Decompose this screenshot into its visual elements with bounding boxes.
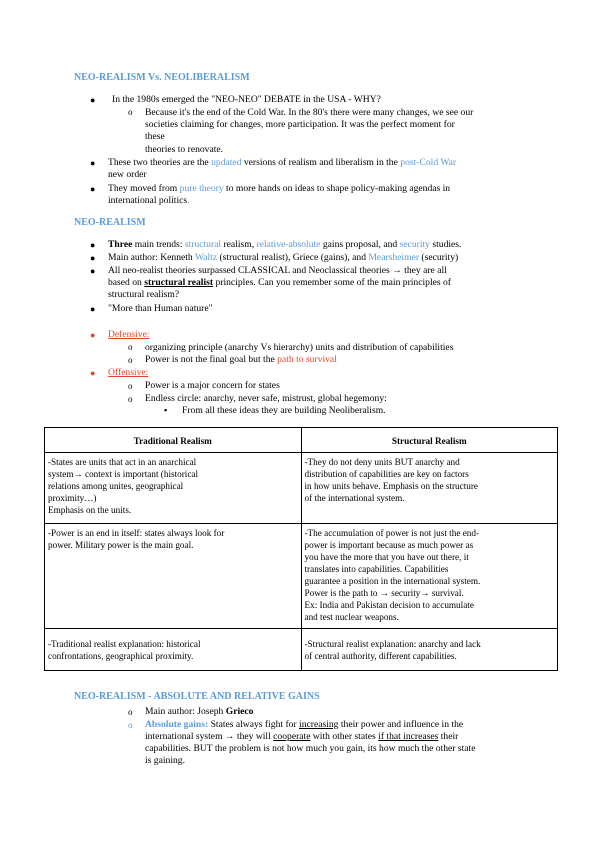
neo-all-3: structural realism?: [108, 289, 180, 300]
absolute-gains-3: capabilities. BUT the problem is not how much you gain, its how much the other state: [145, 743, 476, 754]
absolute-gains-1: Absolute gains: States always fight for increasing their power and influence in the: [145, 719, 464, 730]
bullet-icon: ●: [90, 95, 96, 105]
intro-sub-line-1: Because it's the end of the Cold War. In the 80's there were many changes, we see our: [145, 107, 474, 118]
neo-all-1: All neo-realist theories surpassed CLASSICAL and Neoclassical theories → they are all: [108, 265, 447, 276]
intro-bullet-2: These two theories are the updated versions of realism and liberalism in the post-Cold War: [108, 157, 457, 168]
bullet-icon: ●: [90, 304, 96, 314]
table-row: [45, 629, 558, 671]
table-cell: -The accumulation of power is not just the end- power is important because as much power as you have the more that you have out there, it translates into capabilities. Capabilities guarantee a position in the international system. Power is the path to → security→ survival. Ex: India and Pakistan decision to accumulate and test nuclear weapons.: [301, 524, 558, 629]
bullet-icon: ●: [90, 184, 96, 194]
table-header-row: [45, 428, 558, 453]
offensive-label: Offensive:: [108, 367, 149, 378]
neo-more: "More than Human nature": [108, 303, 213, 314]
intro-sub-line-3: these: [145, 131, 165, 142]
bullet-icon: ●: [90, 266, 96, 276]
circle-bullet-icon: o: [128, 107, 133, 117]
gains-author: Main author: Joseph Grieco: [145, 706, 254, 717]
neo-authors: Main author: Kenneth Waltz (structural realist), Griece (gains), and Mearsheimer (security): [108, 252, 459, 263]
table-row: [45, 453, 558, 524]
table-cell: -States are units that act in an anarchical system→ context is important (historical relations among unites, geographical proximity…) Emphasis on the units.: [45, 453, 302, 524]
intro-sub-line-2: societies claiming for changes, more participation. It was the perfect moment for: [145, 119, 455, 130]
absolute-gains-4: is gaining.: [145, 755, 185, 766]
offensive-3: From all these ideas they are building Neoliberalism.: [182, 405, 386, 416]
defensive-1: organizing principle (anarchy Vs hierarchy) units and distribution of capabilities: [145, 342, 454, 353]
intro-bullet-3: They moved from pure theory to more hands on ideas to shape policy-making agendas in: [108, 183, 451, 194]
absolute-gains-2: international system → they will cooperate with other states if that increases their: [145, 731, 459, 742]
circle-bullet-icon: o: [128, 394, 133, 404]
bullet-icon: ●: [90, 253, 96, 263]
square-bullet-icon: ▪: [164, 405, 168, 415]
circle-bullet-icon: o: [128, 355, 133, 365]
table-cell: -Traditional realist explanation: historical confrontations, geographical proximity.: [45, 629, 302, 671]
table-header-cell: Traditional Realism: [45, 428, 302, 453]
section-heading-neo-realism: NEO-REALISM: [74, 217, 146, 228]
intro-bullet-2-cont: new order: [108, 169, 147, 180]
defensive-2: Power is not the final goal but the path to survival: [145, 354, 337, 365]
circle-bullet-icon: o: [128, 707, 133, 717]
neo-all-2: based on structural realist principles. Can you remember some of the main principles of: [108, 277, 451, 288]
table-row: [45, 524, 558, 629]
bullet-icon: ●: [90, 368, 96, 378]
defensive-label: Defensive:: [108, 329, 150, 340]
table-cell: -Structural realist explanation: anarchy and lack of central authority, different capabilities.: [301, 629, 558, 671]
circle-bullet-icon: o: [128, 342, 133, 352]
circle-bullet-icon: o: [128, 720, 133, 730]
intro-bullet-1: In the 1980s emerged the "NEO-NEO" DEBATE in the USA - WHY?: [112, 94, 381, 105]
intro-bullet-3-cont: international politics.: [108, 195, 190, 206]
section-heading-gains: NEO-REALISM - ABSOLUTE AND RELATIVE GAINS: [74, 691, 320, 702]
comparison-table: [44, 427, 558, 671]
table-cell: -They do not deny units BUT anarchy and distribution of capabilities are key on factors in how units behave. Emphasis on the structure of the international system.: [301, 453, 558, 524]
intro-sub-line-4: theories to renovate.: [145, 144, 224, 155]
page-title: NEO-REALISM Vs. NEOLIBERALISM: [74, 72, 250, 83]
offensive-2: Endless circle: anarchy, never safe, mistrust, global hegemony:: [145, 393, 387, 404]
offensive-1: Power is a major concern for states: [145, 380, 280, 391]
table-cell: -Power is an end in itself: states always look for power. Military power is the main goal.: [45, 524, 302, 629]
circle-bullet-icon: o: [128, 381, 133, 391]
bullet-icon: ●: [90, 330, 96, 340]
table-header-cell: Structural Realism: [301, 428, 558, 453]
bullet-icon: ●: [90, 240, 96, 250]
neo-trends: Three main trends: structural realism, relative-absolute gains proposal, and security studies.: [108, 239, 462, 250]
bullet-icon: ●: [90, 158, 96, 168]
